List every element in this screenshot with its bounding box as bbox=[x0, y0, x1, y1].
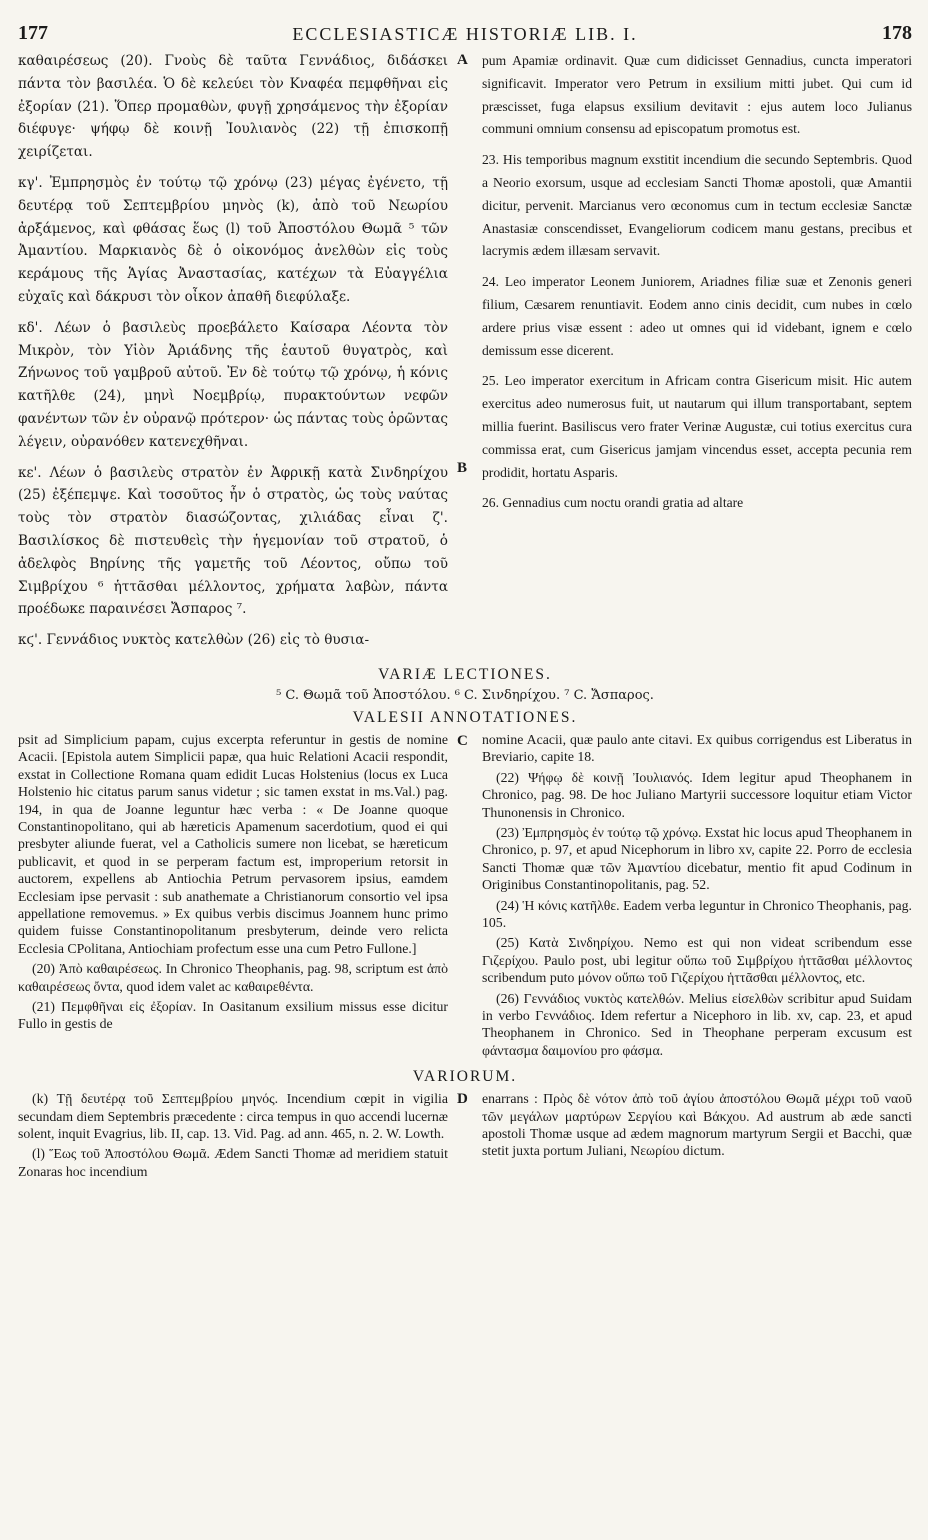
page-number-right: 178 bbox=[882, 22, 912, 44]
variorum-notes bbox=[18, 1090, 912, 1183]
note-paragraph: nomine Acacii, quæ paulo ante citavi. Ex quibus corrigendus est Liberatus in Breviario, capite 18. bbox=[482, 731, 912, 765]
margin-letters-main bbox=[455, 50, 475, 660]
note-paragraph: (25) Κατὰ Σινδηρίχου. Nemo est qui non videat scribendum esse Γιζερίχου. Paulo post, ubi legitur οὔπω τοῦ Σιμβρίχου ἡττᾶσθαι μέλλοντος scribendum puto μόνον οὔπω τοῦ Γιζερίχου ἡττᾶσθαι μέλλοντος, etc. bbox=[482, 935, 912, 986]
variae-lectiones-title: VARIÆ LECTIONES. bbox=[378, 665, 552, 683]
latin-column bbox=[482, 50, 912, 660]
margin-letter-b: B bbox=[457, 460, 468, 476]
running-header bbox=[18, 10, 912, 50]
valesii-right-column bbox=[482, 731, 912, 1062]
greek-paragraph: κγ'. Ἐμπρησμὸς ἐν τούτῳ τῷ χρόνῳ (23) μέγας ἐγένετο, τῇ δευτέρᾳ τοῦ Σεπτεμβρίου μηνὸς (k), ἀπὸ τοῦ Νεωρίου ἀρξάμενος, καὶ φθάσας ἕως (l) τοῦ Ἀποστόλου Θωμᾶ ⁵ τῶν Ἀμαντίου. Μαρκιανὸς δὲ ὁ οἰκονόμος ἀνελθὼν εἰς τοὺς κεράμους τῆς Ἁγίας Ἀναστασίας, κατέχων τὰ Εὐαγγέλια εὐχαῖς καὶ δάκρυσι τὸν οἶκον ἀπαθῆ διεφύλαξε. bbox=[18, 174, 448, 305]
greek-column bbox=[18, 50, 448, 660]
note-paragraph: enarrans : Πρὸς δὲ νότον ἀπὸ τοῦ ἁγίου ἀποστόλου Θωμᾶ μέχρι τοῦ ναοῦ τῶν μεγάλων μαρτύρων Σεργίου καὶ Βάκχου. Ad austrum ab æde sancti apostoli Thomæ usque ad ædem magnorum martyrum Sergii et Bacchi, quæ stetit juxta portum Juliani, Νεωρίου dictum. bbox=[482, 1091, 912, 1159]
note-paragraph: (23) Ἐμπρησμὸς ἐν τούτῳ τῷ χρόνῳ. Exstat hic locus apud Theophanem in Chronico, p. 97, et apud Nicephorum in libro xv, capite 22. Porro de ecclesia Sancti Thomæ quæ τῶν Ἀμαντίου dicebatur, mentio fit apud Codinum in Originibus Constantinopolitanis, pag. 52. bbox=[482, 824, 912, 893]
page-number-left: 177 bbox=[18, 22, 48, 44]
margin-letter-d: D bbox=[457, 1090, 468, 1107]
greek-paragraph: καθαιρέσεως (20). Γνοὺς δὲ ταῦτα Γεννάδιος, διδάσκει πάντα τὸν βασιλέα. Ὁ δὲ κελεύει τὸν Κναφέα πεμφθῆναι εἰς ἐξορίαν (21). Ὅπερ προμαθὼν, φυγῇ χρησάμενος τὴν ἐξορίαν διέφυγε· ψήφῳ δὲ κοινῇ Ἰουλιανὸς (22) τῇ ἐπισκοπῇ χειρίζεται. bbox=[18, 53, 448, 161]
note-paragraph: (20) Ἀπὸ καθαιρέσεως. In Chronico Theophanis, pag. 98, scriptum est ἀπὸ καθαιρέσεως ὄντα, quod idem valet ac καθαιρεθέντα. bbox=[18, 961, 448, 994]
latin-paragraph: 25. Leo imperator exercitum in Africam contra Gisericum misit. Hic autem exercitus adeo numerosus fuit, ut nautarum qui illum transportabant, septem millia fuerint. Basiliscus vero frater Verinæ Augustæ, cui totius exercitus cura commissa erat, cum Gisericus jamjam vincendus esset, accepta pecunia rem prodidit, hortatu Asparis. bbox=[482, 373, 912, 480]
valesii-annotationes-title: VALESII ANNOTATIONES. bbox=[352, 708, 578, 726]
greek-paragraph: κδ'. Λέων ὁ βασιλεὺς προεβάλετο Καίσαρα Λέοντα τὸν Μικρὸν, τὸν Υἱὸν Ἀριάδνης τῆς ἑαυτοῦ θυγατρὸς, καὶ Ζήνωνος τοῦ γαμβροῦ αὐτοῦ. Ἐν δὲ τούτῳ τῷ χρόνῳ, ἡ κόνις κατῆλθε (24), μηνὶ Νοεμβρίῳ, πυρακτούντων νεφῶν φανέντων τῶν ἐν οὐρανῷ πρότερον· ὡς πάντας τοὺς ὁρῶντας λέγειν, οὐρανόθεν κατενεχθῆναι. bbox=[18, 319, 448, 450]
note-paragraph: (26) Γεννάδιος νυκτὸς κατελθών. Melius εἰσελθὼν scribitur apud Suidam in verbo Γεννάδιος. Idem refertur a Nicephoro in lib. xv, cap. 23, et apud Theophanem in Chronico. Sed in Theophane perperam excusum est φάντασμα δαιμονίου pro φάσμα. bbox=[482, 990, 912, 1058]
margin-letters-notes bbox=[455, 731, 475, 1107]
variorum-right-column bbox=[482, 1090, 912, 1183]
note-paragraph: (22) Ψήφῳ δὲ κοινῇ Ἰουλιανός. Idem legitur apud Theophanem in Chronico, pag. 98. De hoc Juliano Martyrii successore loquitur etiam Victor Thunonensis in Chronico. bbox=[482, 769, 912, 820]
note-paragraph: psit ad Simplicium papam, cujus excerpta referuntur in gestis de nomine Acacii. [Epistola autem Simplicii papæ, qua huic Relationi Acacii respondit, exstat in Collectione Romana quam edidit Lucas Holstenius (locus ex Luca Holstenio hic citatus parum sanus videtur ; sic tamen exstat in ms.Val.) pag. 194, in qua de Joanne leguntur hæc verba : « De Joanne quoque Constantinopolitano, qui ab hæreticis Apamenum sacerdotium, quod ei qui presbyter aliunde fuerat, vel a Catholicis sumere non licebat, se hæreticum publicavit, et quod in se perperam factum est, improperium retorsit in auctorem, expellens ab Antiochia Petrum pervasorem ipsius, eamdem Ecclesiam ipse pervasit : sub anathemate a Christianorum consortio vel ipsa appellatione removemus. » Ex quibus verbis discimus Joannem hunc primo quidem fuisse Constantinopolitanum presbyterum, deinde vero relicta Ecclesia CPolitana, Antiochiam profectum esse una cum Petro Fullone.] bbox=[18, 731, 448, 956]
main-text bbox=[18, 50, 912, 660]
note-paragraph: (21) Πεμφθῆναι εἰς ἐξορίαν. In Oasitanum exsilium missus esse dicitur Fullo in gestis de bbox=[18, 999, 448, 1032]
variorum-left-column bbox=[18, 1090, 448, 1183]
valesii-left-column bbox=[18, 731, 448, 1062]
margin-letter-a: A bbox=[457, 52, 468, 68]
running-title: ECCLESIASTICÆ HISTORIÆ LIB. I. bbox=[292, 24, 638, 44]
variae-lectiones-text: ⁵ C. Θωμᾶ τοῦ Ἀποστόλου. ⁶ C. Σινδηρίχου. ⁷ C. Ἄσπαρος. bbox=[276, 687, 654, 703]
book-page bbox=[18, 10, 912, 1183]
latin-paragraph: 24. Leo imperator Leonem Juniorem, Ariadnes filiæ suæ et Zenonis generi filium, Cæsarem renuntiavit. Eodem anno cinis decidit, cum nubes in cœlo ardere prius visæ essent : adeo ut omnes qui id videbant, ignem e cœlo demissum esse dicerent. bbox=[482, 274, 912, 358]
greek-paragraph: κε'. Λέων ὁ βασιλεὺς στρατὸν ἐν Ἀφρικῇ κατὰ Σινδηρίχου (25) ἐξέπεμψε. Καὶ τοσοῦτος ἦν ὁ στρατὸς, ὡς τοὺς ναύτας τοὺς τὸν στρατὸν διασώζοντας, χιλιάδας εἶναι ζ'. Βασιλίσκος δὲ πιστευθεὶς τὴν ἡγεμονίαν τοῦ στρατοῦ, ὁ ἀδελφὸς Βηρίνης τῆς γαμετῆς τοῦ Λέοντος, οὔπω τοῦ Σιμβρίχου ⁶ ἡττᾶσθαι μέλλοντος, χρήματα λαβὼν, πάντα προέδωκε παραινέσει Ἄσπαρος ⁷. bbox=[18, 464, 448, 618]
note-paragraph: (k) Τῇ δευτέρᾳ τοῦ Σεπτεμβρίου μηνός. Incendium cœpit in vigilia secundam diem Septembris præcedente : circa tempus in quo accendi lucernæ solent, inquit Evagrius, lib. II, cap. 13. Vid. Pag. ad ann. 465, n. 2. W. Lowth. bbox=[18, 1091, 448, 1142]
note-paragraph: (24) Ἡ κόνις κατῆλθε. Eadem verba leguntur in Chronico Theophanis, pag. 105. bbox=[482, 897, 912, 930]
variorum-title: VARIORUM. bbox=[412, 1068, 518, 1086]
note-paragraph: (l) Ἕως τοῦ Ἀποστόλου Θωμᾶ. Ædem Sancti Thomæ ad meridiem statuit Zonaras hoc incendium bbox=[18, 1146, 448, 1179]
latin-paragraph: 23. His temporibus magnum exstitit incendium die secundo Septembris. Quod a Neorio exorsum, usque ad ecclesiam Sancti Thomæ apostoli, quæ Amantii dicitur, pervenit. Marcianus vero œconomus cum in tectum ecclesiæ Sanctæ Anastasiæ conscendisset, Evangeliorum codicem manu gestans, precibus et lacrymis ædem illæsam servavit. bbox=[482, 152, 912, 259]
latin-paragraph: pum Apamiæ ordinavit. Quæ cum didicisset Gennadius, cuncta imperatori significavit. Imperator vero Petrum in exsilium mitti jubet. Qui cum id præscisset, fuga elapsus exsilium devitavit : ejus autem loco Julianus communi omnium consensu ad episcopatum promotus est. bbox=[482, 53, 912, 137]
latin-paragraph: 26. Gennadius cum noctu orandi gratia ad altare bbox=[482, 495, 744, 511]
margin-letter-c: C bbox=[457, 732, 468, 749]
greek-paragraph: κϛ'. Γεννάδιος νυκτὸς κατελθὼν (26) εἰς τὸ θυσια- bbox=[18, 632, 370, 649]
